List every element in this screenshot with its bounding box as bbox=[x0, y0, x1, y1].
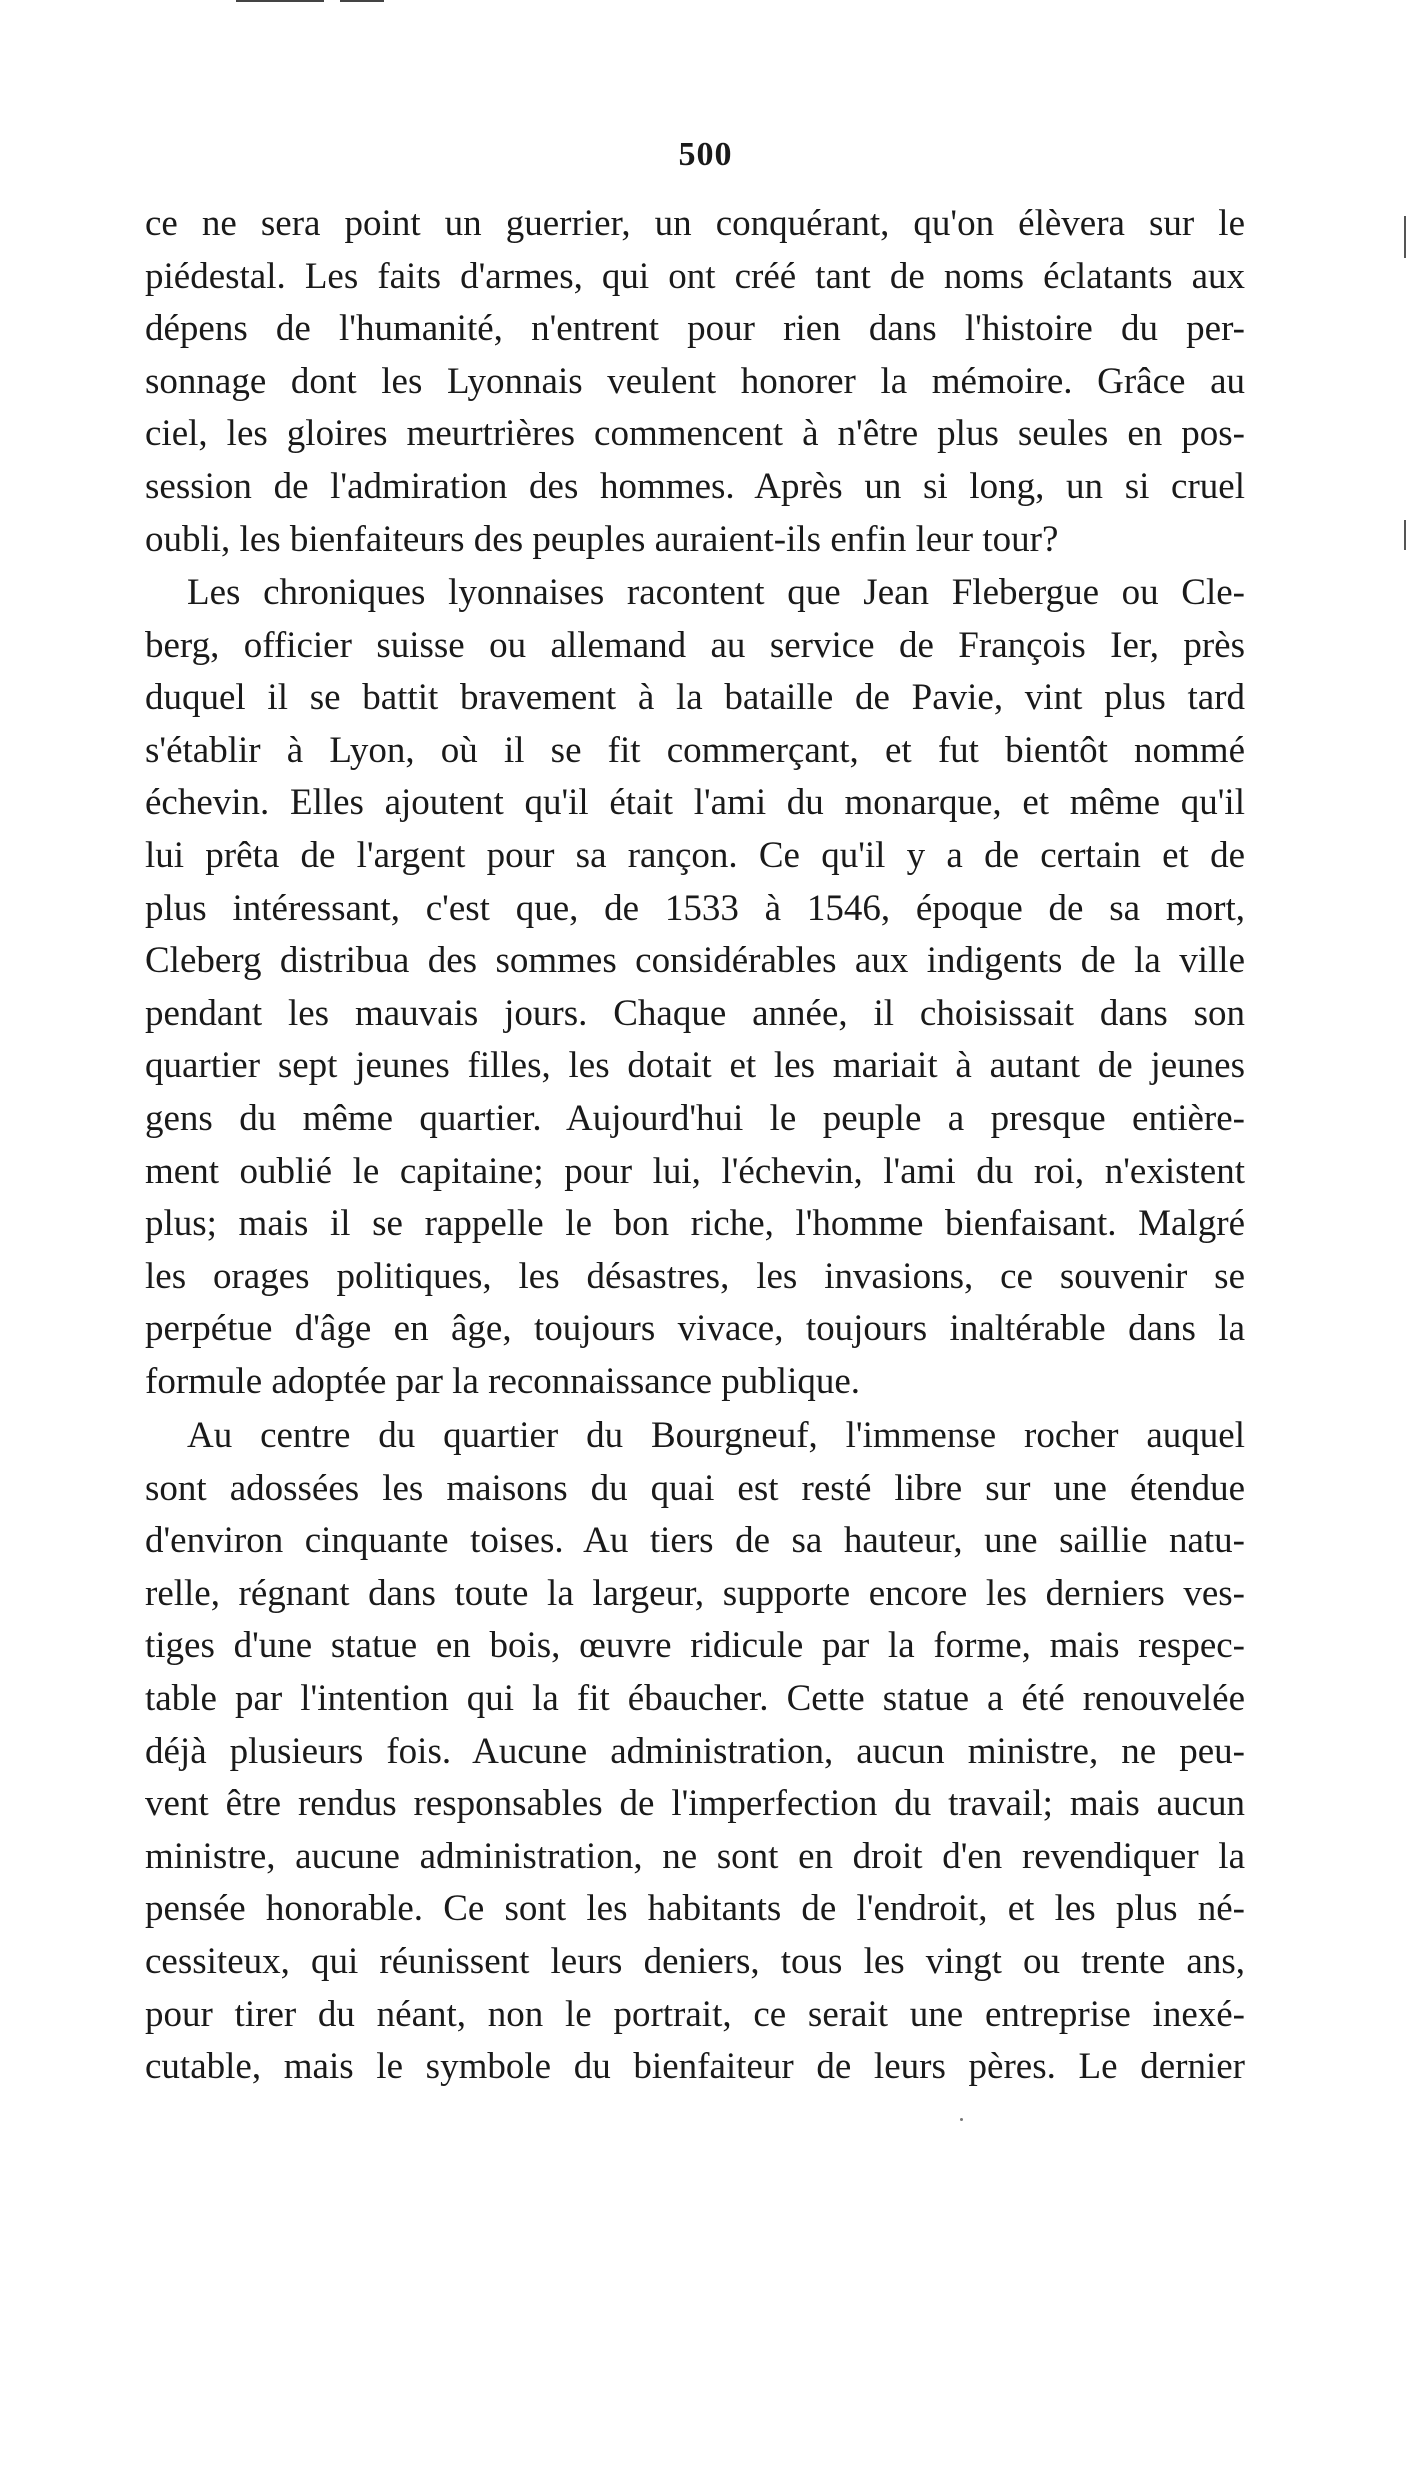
page-number: 500 bbox=[678, 136, 733, 173]
text-line: Au centre du quartier du Bourgneuf, l'immense rocher auquel bbox=[187, 1415, 1245, 1456]
text-line: ciel, les gloires meurtrières commencent à n'être plus seules en pos- bbox=[145, 413, 1245, 455]
text-line: les orages politiques, les désastres, les invasions, ce souvenir se bbox=[145, 1255, 1245, 1297]
text-line: pour tirer du néant, non le portrait, ce serait une entreprise inexé- bbox=[145, 1993, 1245, 2035]
text-line: gens du même quartier. Aujourd'hui le peuple a presque entière- bbox=[145, 1097, 1245, 1139]
text-line: tiges d'une statue en bois, œuvre ridicule par la forme, mais respec- bbox=[145, 1625, 1245, 1667]
text-line: berg, officier suisse ou allemand au service de François Ier, près bbox=[145, 624, 1245, 666]
scan-artifact-line bbox=[340, 0, 384, 2]
text-line: plus; mais il se rappelle le bon riche, l'homme bienfaisant. Malgré bbox=[145, 1203, 1245, 1245]
paragraph-3 bbox=[145, 1410, 1245, 2094]
text-line: table par l'intention qui la fit ébaucher. Cette statue a été renouvelée bbox=[145, 1677, 1245, 1719]
text-line: Cleberg distribua des sommes considérables aux indigents de la ville bbox=[145, 940, 1245, 982]
paragraph-2 bbox=[145, 567, 1245, 1409]
text-line: session de l'admiration des hommes. Après un si long, un si cruel bbox=[145, 465, 1245, 507]
text-line: pendant les mauvais jours. Chaque année, il choisissait dans son bbox=[145, 992, 1245, 1034]
text-line: plus intéressant, c'est que, de 1533 à 1546, époque de sa mort, bbox=[145, 887, 1245, 929]
text-line: ment oublié le capitaine; pour lui, l'échevin, l'ami du roi, n'existent bbox=[145, 1150, 1245, 1192]
text-line: déjà plusieurs fois. Aucune administration, aucun ministre, ne peu- bbox=[145, 1730, 1245, 1772]
text-line: lui prêta de l'argent pour sa rançon. Ce qu'il y a de certain et de bbox=[145, 834, 1245, 876]
text-line: Les chroniques lyonnaises racontent que Jean Flebergue ou Cle- bbox=[187, 572, 1245, 613]
text-line: piédestal. Les faits d'armes, qui ont créé tant de noms éclatants aux bbox=[145, 255, 1245, 297]
text-line: quartier sept jeunes filles, les dotait et les mariait à autant de jeunes bbox=[145, 1045, 1245, 1087]
text-line: perpétue d'âge en âge, toujours vivace, toujours inaltérable dans la bbox=[145, 1308, 1245, 1350]
text-line: sonnage dont les Lyonnais veulent honorer la mémoire. Grâce au bbox=[145, 360, 1245, 402]
text-line: duquel il se battit bravement à la bataille de Pavie, vint plus tard bbox=[145, 677, 1245, 719]
margin-mark bbox=[1404, 216, 1406, 258]
paragraph-1 bbox=[145, 198, 1245, 566]
text-line: pensée honorable. Ce sont les habitants de l'endroit, et les plus né- bbox=[145, 1888, 1245, 1930]
text-line: ministre, aucune administration, ne sont en droit d'en revendiquer la bbox=[145, 1835, 1245, 1877]
text-line: formule adoptée par la reconnaissance publique. bbox=[145, 1360, 861, 1402]
text-line: s'établir à Lyon, où il se fit commerçant, et fut bientôt nommé bbox=[145, 729, 1245, 771]
text-line: dépens de l'humanité, n'entrent pour rien dans l'histoire du per- bbox=[145, 308, 1245, 350]
text-line: oubli, les bienfaiteurs des peuples auraient-ils enfin leur tour? bbox=[145, 518, 1059, 560]
text-line: vent être rendus responsables de l'imperfection du travail; mais aucun bbox=[145, 1783, 1245, 1825]
text-line: relle, régnant dans toute la largeur, supporte encore les derniers ves- bbox=[145, 1572, 1245, 1614]
scan-artifact-line bbox=[236, 0, 324, 2]
text-line: ce ne sera point un guerrier, un conquérant, qu'on élèvera sur le bbox=[145, 203, 1245, 244]
text-line: sont adossées les maisons du quai est resté libre sur une étendue bbox=[145, 1467, 1245, 1509]
text-line: cessiteux, qui réunissent leurs deniers, tous les vingt ou trente ans, bbox=[145, 1940, 1245, 1982]
text-line: d'environ cinquante toises. Au tiers de sa hauteur, une saillie natu- bbox=[145, 1520, 1245, 1562]
text-line: échevin. Elles ajoutent qu'il était l'ami du monarque, et même qu'il bbox=[145, 782, 1245, 824]
margin-mark bbox=[1404, 520, 1406, 550]
text-line: cutable, mais le symbole du bienfaiteur de leurs pères. Le dernier bbox=[145, 2046, 1245, 2088]
scan-speck bbox=[960, 2118, 963, 2121]
